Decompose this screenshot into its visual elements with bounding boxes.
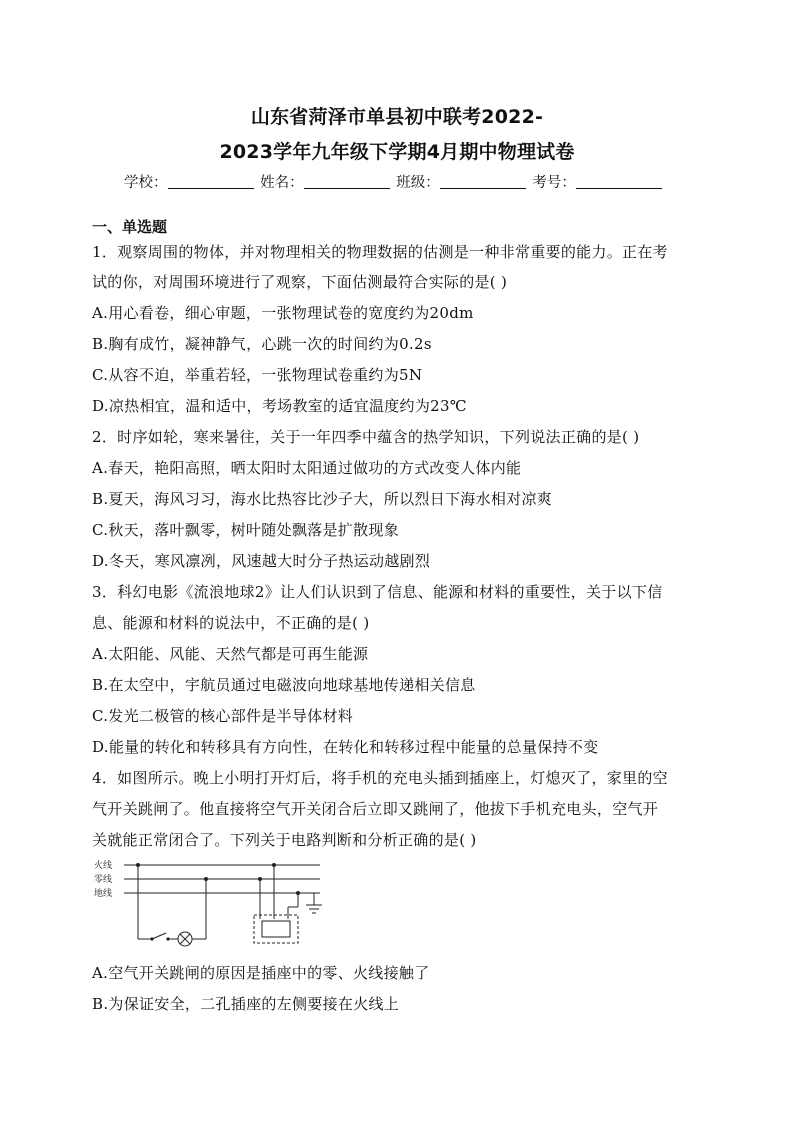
exam-title-line1: 山东省菏泽市单县初中联考2022-	[250, 106, 544, 128]
neutral-wire-label: 零线	[94, 875, 113, 885]
q3-stem-line1: 3．科幻电影《流浪地球2》让人们认识到了信息、能源和材料的重要性，关于以下信	[92, 583, 663, 601]
q4-option-a: A.空气开关跳闸的原因是插座中的零、火线接触了	[92, 964, 430, 982]
q3-option-c: C.发光二极管的核心部件是半导体材料	[92, 707, 354, 725]
q4-stem-line3: 关就能正常闭合了。下列关于电路判断和分析正确的是( )	[92, 831, 477, 849]
q1-option-d: D.凉热相宜，温和适中，考场教室的适宜温度约为23℃	[92, 397, 467, 415]
class-blank[interactable]	[440, 174, 526, 189]
q4-stem-line2: 气开关跳闸了。他直接将空气开关闭合后立即又跳闸了，他拔下手机充电头，空气开	[92, 800, 659, 818]
q3-stem-line2: 息、能源和材料的说法中，不正确的是( )	[92, 614, 370, 632]
name-blank[interactable]	[304, 174, 390, 189]
q1-stem-line2: 试的你，对周围环境进行了观察，下面估测最符合实际的是( )	[92, 273, 508, 291]
school-blank[interactable]	[168, 174, 254, 189]
q3-option-a: A.太阳能、风能、天然气都是可再生能源	[92, 645, 369, 663]
class-label: 班级：	[396, 175, 440, 191]
q2-option-d: D.冬天，寒风凛冽，风速越大时分子热运动越剧烈	[92, 552, 431, 570]
q4-stem-line1: 4．如图所示。晚上小明打开灯后，将手机的充电头插到插座上，灯熄灭了，家里的空	[92, 769, 668, 787]
q4-option-b: B.为保证安全，二孔插座的左侧要接在火线上	[92, 995, 400, 1013]
q2-option-b: B.夏天，海风习习，海水比热容比沙子大，所以烈日下海水相对凉爽	[92, 490, 553, 508]
q2-option-c: C.秋天，落叶飘零，树叶随处飘落是扩散现象	[92, 521, 400, 539]
ground-wire-label: 地线	[94, 889, 113, 899]
q1-stem-line1: 1．观察周围的物体，并对物理相关的物理数据的估测是一种非常重要的能力。正在考	[92, 243, 668, 261]
q2-stem-line1: 2．时序如轮，寒来暑往，关于一年四季中蕴含的热学知识，下列说法正确的是( )	[92, 428, 640, 446]
school-label: 学校：	[124, 175, 168, 191]
section-title: 一、单选题	[92, 218, 168, 236]
q1-option-c: C.从容不迫，举重若轻，一张物理试卷重约为5N	[92, 366, 423, 384]
exam-title-line2: 2023学年九年级下学期4月期中物理试卷	[219, 141, 575, 163]
student-info-row	[124, 171, 664, 192]
q3-option-d: D.能量的转化和转移具有方向性，在转化和转移过程中能量的总量保持不变	[92, 738, 599, 756]
exam-number-label: 考号：	[532, 175, 576, 191]
name-label: 姓名：	[260, 175, 304, 191]
q1-option-a: A.用心看卷，细心审题，一张物理试卷的宽度约为20dm	[92, 304, 474, 322]
q1-option-b: B.胸有成竹，凝神静气，心跳一次的时间约为0.2s	[92, 335, 432, 353]
live-wire-label: 火线	[94, 861, 113, 871]
q2-option-a: A.春天，艳阳高照，晒太阳时太阳通过做功的方式改变人体内能	[92, 459, 522, 477]
household-circuit-diagram	[92, 857, 332, 952]
q3-option-b: B.在太空中，宇航员通过电磁波向地球基地传递相关信息	[92, 676, 476, 694]
exam-number-blank[interactable]	[576, 174, 662, 189]
